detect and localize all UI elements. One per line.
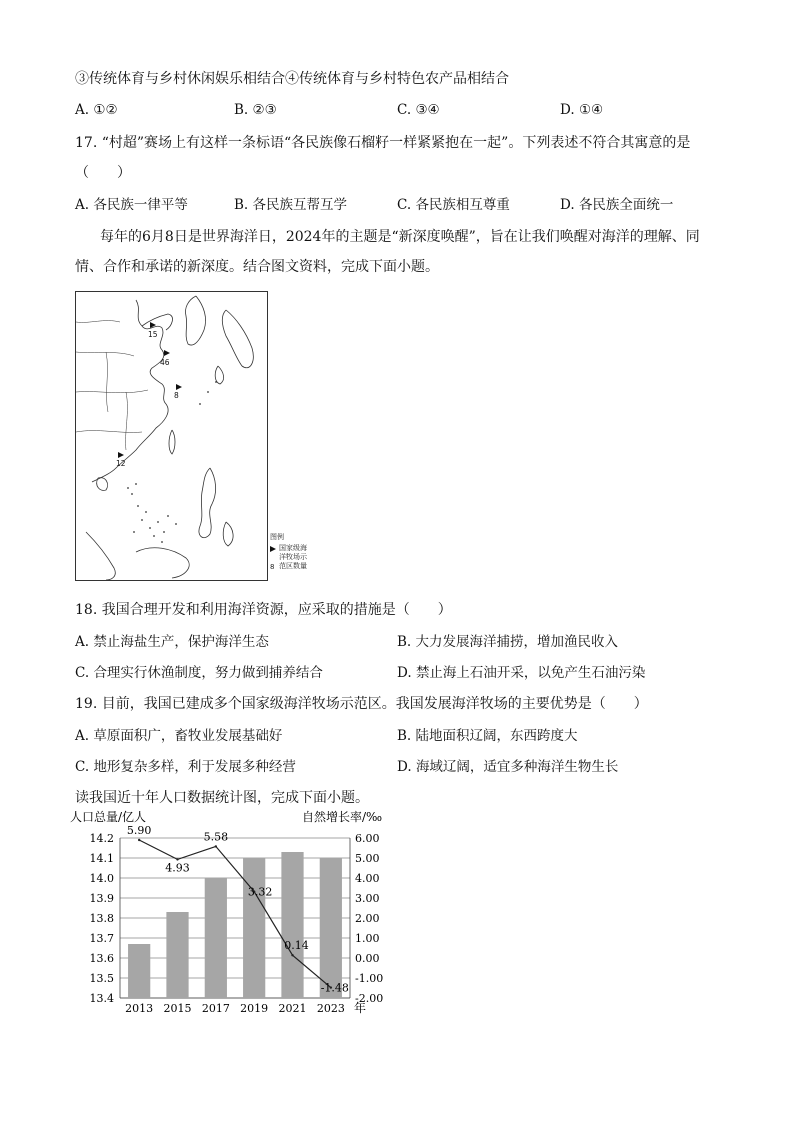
left-tick-label: 13.6: [89, 952, 114, 965]
left-tick-label: 14.1: [89, 852, 114, 865]
x-tick-label: 2019: [240, 1002, 269, 1015]
option-letter: D.: [560, 102, 575, 118]
option-letter: B.: [234, 102, 249, 118]
growth-rate-label: -1.48: [320, 981, 349, 995]
q16-option-c[interactable]: [397, 102, 440, 118]
x-tick-label: 2013: [125, 1002, 154, 1015]
q18-option-c[interactable]: [75, 661, 323, 681]
x-tick-label: 2017: [201, 1002, 230, 1015]
q19-option-b[interactable]: [397, 724, 578, 744]
q17-option-a[interactable]: [75, 193, 188, 213]
q18-option-a[interactable]: [75, 630, 269, 650]
option-letter: C.: [75, 665, 90, 681]
growth-rate-label: 3.32: [247, 885, 273, 899]
growth-rate-point: [138, 839, 140, 841]
marker-label-4: 12: [116, 459, 126, 468]
left-tick-label: 13.8: [89, 912, 114, 925]
korea-peninsula: [185, 296, 205, 345]
q17-answer-paren: （ ）: [75, 165, 131, 181]
option-text: 合理实行休渔制度，努力做到捕养结合: [93, 665, 323, 681]
option-letter: A.: [75, 728, 90, 744]
right-axis-label: 自然增长率/‰: [302, 810, 383, 824]
option-letter: B.: [234, 197, 249, 213]
q16-option-d[interactable]: [560, 102, 603, 118]
right-tick-label: -2.00: [355, 992, 384, 1005]
growth-rate-label: 5.58: [203, 830, 229, 844]
map-drawing: [76, 292, 268, 581]
ocean-intro-line-2: 情、合作和承诺的新深度。结合图文资料，完成下面小题。: [75, 259, 439, 275]
option-text: 禁止海上石油开采，以免产生石油污染: [415, 665, 646, 681]
left-tick-label: 13.4: [89, 992, 114, 1005]
q19-option-d[interactable]: [397, 755, 618, 775]
legend-text-line: 范区数量: [279, 562, 307, 570]
population-bar: [320, 858, 342, 998]
right-tick-label: -1.00: [355, 972, 384, 985]
legend-arrow-icon: [270, 544, 278, 560]
right-tick-label: 6.00: [355, 832, 380, 845]
option-text: ③④: [415, 102, 440, 118]
marker-label-1: 15: [148, 330, 158, 339]
china-coast-map: [75, 291, 268, 581]
option-letter: C.: [75, 759, 90, 775]
right-tick-label: 2.00: [355, 912, 380, 925]
q19-option-c[interactable]: [75, 755, 296, 775]
population-bar: [281, 852, 303, 998]
q16-statements-line: ③传统体育与乡村休闲娱乐相结合④传统体育与乡村特色农产品相结合: [75, 71, 509, 87]
legend-title: 图例: [270, 533, 284, 541]
legend-text-line: 洋牧场示: [279, 553, 307, 561]
population-bar: [205, 878, 227, 998]
option-text: 草原面积广，畜牧业发展基础好: [93, 728, 283, 744]
option-text: 地形复杂多样，利于发展多种经营: [93, 759, 296, 775]
option-letter: A.: [75, 634, 90, 650]
marker-label-2: 46: [160, 358, 170, 367]
q17-stem: 17. “村超”赛场上有这样一条标语“各民族像石榴籽一样紧紧抱在一起”。下列表述不符合其寓意的是: [75, 135, 691, 151]
hainan-island: [97, 478, 108, 491]
option-letter: A.: [75, 197, 90, 213]
taiwan-island: [169, 430, 175, 454]
growth-rate-label: 4.93: [165, 861, 190, 875]
option-letter: D.: [560, 197, 575, 213]
option-letter: B.: [397, 728, 412, 744]
borneo-coast: [136, 548, 189, 578]
option-text: 各民族互帮互学: [252, 197, 348, 213]
population-bar: [166, 912, 188, 998]
left-tick-label: 14.0: [89, 872, 114, 885]
option-letter: B.: [397, 634, 412, 650]
marker-arrow-4: [118, 452, 124, 458]
q18-option-d[interactable]: [397, 661, 645, 681]
q17-option-c[interactable]: [397, 193, 510, 213]
left-tick-label: 13.7: [89, 932, 114, 945]
population-bar: [128, 944, 150, 998]
option-letter: D.: [397, 759, 412, 775]
option-text: 海域辽阔，适宜多种海洋生物生长: [415, 759, 619, 775]
x-tick-label: 2023: [316, 1002, 345, 1015]
option-letter: A.: [75, 102, 90, 118]
x-tick-label: 2021: [278, 1002, 307, 1015]
x-tick-label: 2015: [163, 1002, 192, 1015]
q17-option-b[interactable]: [234, 193, 347, 213]
option-text: 各民族相互尊重: [415, 197, 510, 213]
bohai-coast: [142, 314, 172, 330]
q18-option-b[interactable]: [397, 630, 618, 650]
option-text: 陆地面积辽阔，东西跨度大: [415, 728, 578, 744]
option-text: ①②: [93, 102, 118, 118]
left-tick-label: 14.2: [89, 832, 114, 845]
marker-label-3: 8: [174, 391, 179, 400]
option-text: ①④: [578, 102, 604, 118]
philippines: [199, 468, 216, 538]
q19-stem: 19. 目前，我国已建成多个国家级海洋牧场示范区。我国发展海洋牧场的主要优势是（ ）: [75, 696, 648, 712]
option-text: 禁止海盐生产，保护海洋生态: [93, 634, 269, 650]
right-tick-label: 5.00: [355, 852, 380, 865]
marker-arrow-3: [176, 384, 182, 390]
right-tick-label: 3.00: [355, 892, 380, 905]
coastline: [92, 300, 168, 482]
q16-option-a[interactable]: [75, 102, 118, 118]
population-chart: [60, 808, 400, 1018]
population-bar: [243, 858, 265, 998]
island-dots: [127, 381, 217, 543]
option-letter: C.: [397, 102, 412, 118]
q16-option-b[interactable]: [234, 102, 277, 118]
growth-rate-point: [215, 845, 217, 847]
option-text: ②③: [252, 102, 277, 118]
x-axis-suffix: 年: [354, 1001, 367, 1015]
option-text: 各民族一律平等: [93, 197, 188, 213]
japan-islands: [222, 310, 253, 368]
growth-rate-label: 5.90: [126, 824, 152, 837]
left-tick-label: 13.9: [89, 892, 114, 905]
option-text: 各民族全面统一: [578, 197, 674, 213]
option-letter: D.: [397, 665, 412, 681]
map-legend: [270, 533, 340, 572]
legend-sample: [270, 544, 279, 572]
q18-stem: 18. 我国合理开发和利用海洋资源，应采取的措施是（ ）: [75, 602, 452, 618]
option-letter: C.: [397, 197, 412, 213]
right-tick-label: 4.00: [355, 872, 380, 885]
right-tick-label: 1.00: [355, 932, 380, 945]
growth-rate-point: [291, 954, 293, 956]
legend-text-line: 国家级海: [279, 544, 307, 552]
marker-arrow-2: [164, 350, 170, 356]
growth-rate-point: [176, 858, 178, 860]
option-text: 大力发展海洋捕捞，增加渔民收入: [415, 634, 619, 650]
growth-rate-label: 0.14: [284, 939, 309, 953]
right-tick-label: 0.00: [355, 952, 380, 965]
chart-intro: 读我国近十年人口数据统计图，完成下面小题。: [75, 790, 369, 806]
legend-sample-number: 8: [270, 563, 275, 571]
left-tick-label: 13.5: [89, 972, 114, 985]
left-axis-label: 人口总量/亿人: [70, 810, 147, 824]
q17-option-d[interactable]: [560, 193, 673, 213]
ocean-intro-line-1: 每年的6月8日是世界海洋日，2024年的主题是“新深度唤醒”，旨在让我们唤醒对海洋的理解、同: [100, 229, 700, 245]
q19-option-a[interactable]: [75, 724, 282, 744]
